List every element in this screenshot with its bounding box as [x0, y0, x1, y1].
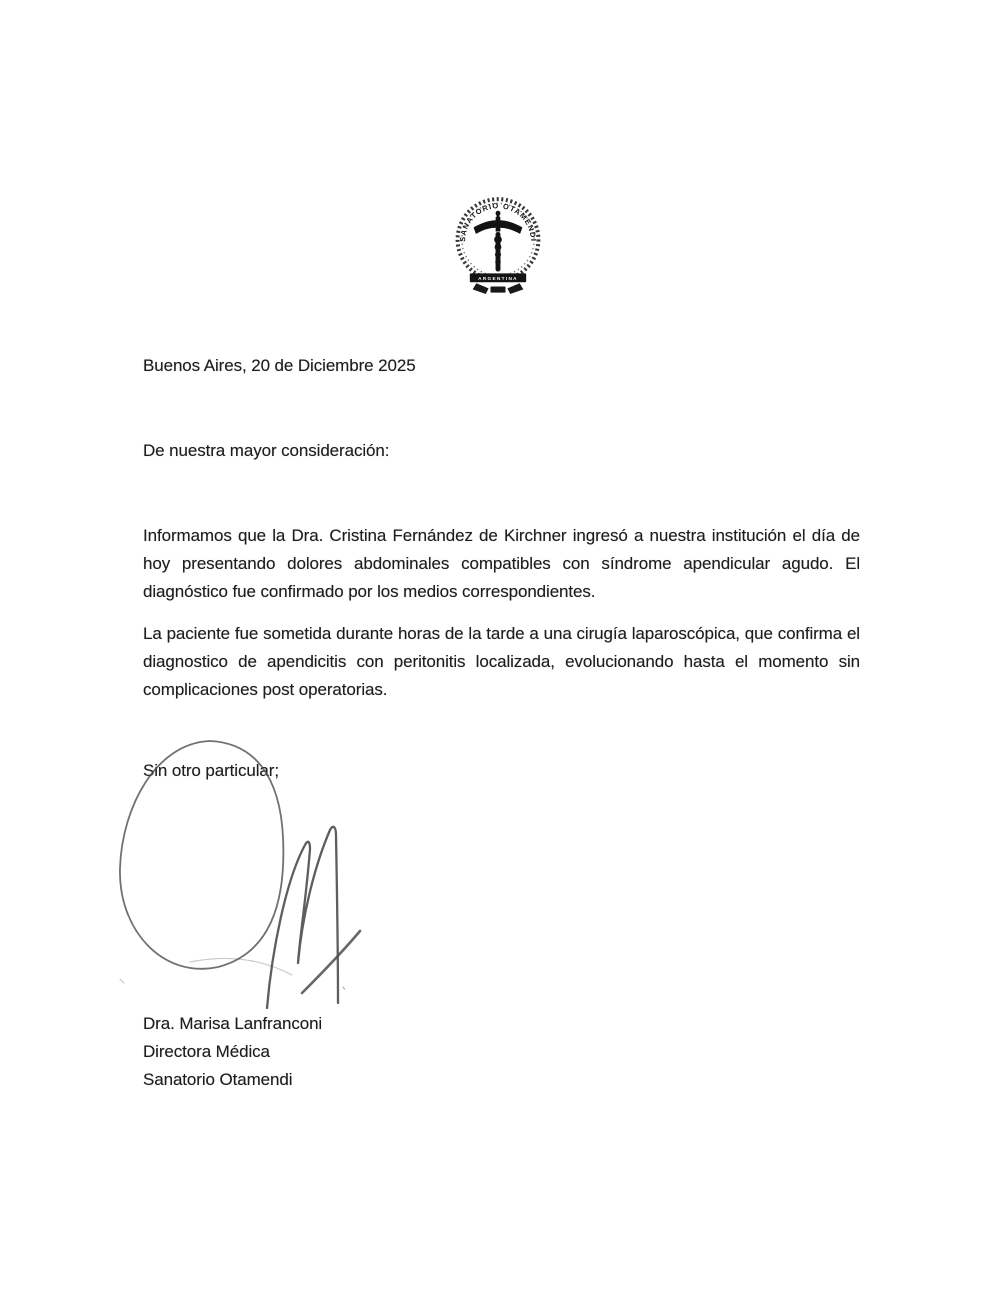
- emblem-banner-text: ARGENTINA: [478, 276, 518, 282]
- sanatorio-otamendi-emblem: [451, 191, 545, 305]
- emblem-banner: [470, 273, 526, 282]
- paragraph-2-line-1: La paciente fue sometida durante horas de la tarde a una cirugía laparoscópica, que confirma el: [143, 624, 860, 643]
- signature-block: [143, 1010, 860, 1094]
- signatory-title: Directora Médica: [143, 1042, 270, 1061]
- paragraph-2: [143, 620, 860, 704]
- paragraph-1: [143, 522, 860, 606]
- signatory-name: Dra. Marisa Lanfranconi: [143, 1014, 323, 1033]
- emblem-pedestal: [473, 283, 524, 294]
- signatory-organization: Sanatorio Otamendi: [143, 1070, 293, 1089]
- paragraph-2-line-3: complicaciones post operatorias.: [143, 680, 388, 699]
- paragraph-1-line-3: diagnóstico fue confirmado por los medios correspondientes.: [143, 582, 596, 601]
- closing-line: Sin otro particular;: [143, 761, 279, 780]
- salutation: De nuestra mayor consideración:: [143, 441, 390, 460]
- emblem-arc-text: SANATORIO OTAMENDI: [457, 201, 538, 243]
- caduceus-icon: [474, 211, 523, 272]
- hospital-crest-icon: [451, 191, 545, 305]
- paragraph-2-line-2: diagnostico de apendicitis con peritonitis localizada, evolucionando hasta el momento sin: [143, 652, 860, 671]
- paragraph-1-line-2: hoy presentando dolores abdominales compatibles con síndrome apendicular agudo. El: [143, 554, 860, 573]
- date-line: Buenos Aires, 20 de Diciembre 2025: [143, 356, 416, 375]
- paragraph-1-line-1: Informamos que la Dra. Cristina Fernández de Kirchner ingresó a nuestra institución el día de: [143, 526, 860, 545]
